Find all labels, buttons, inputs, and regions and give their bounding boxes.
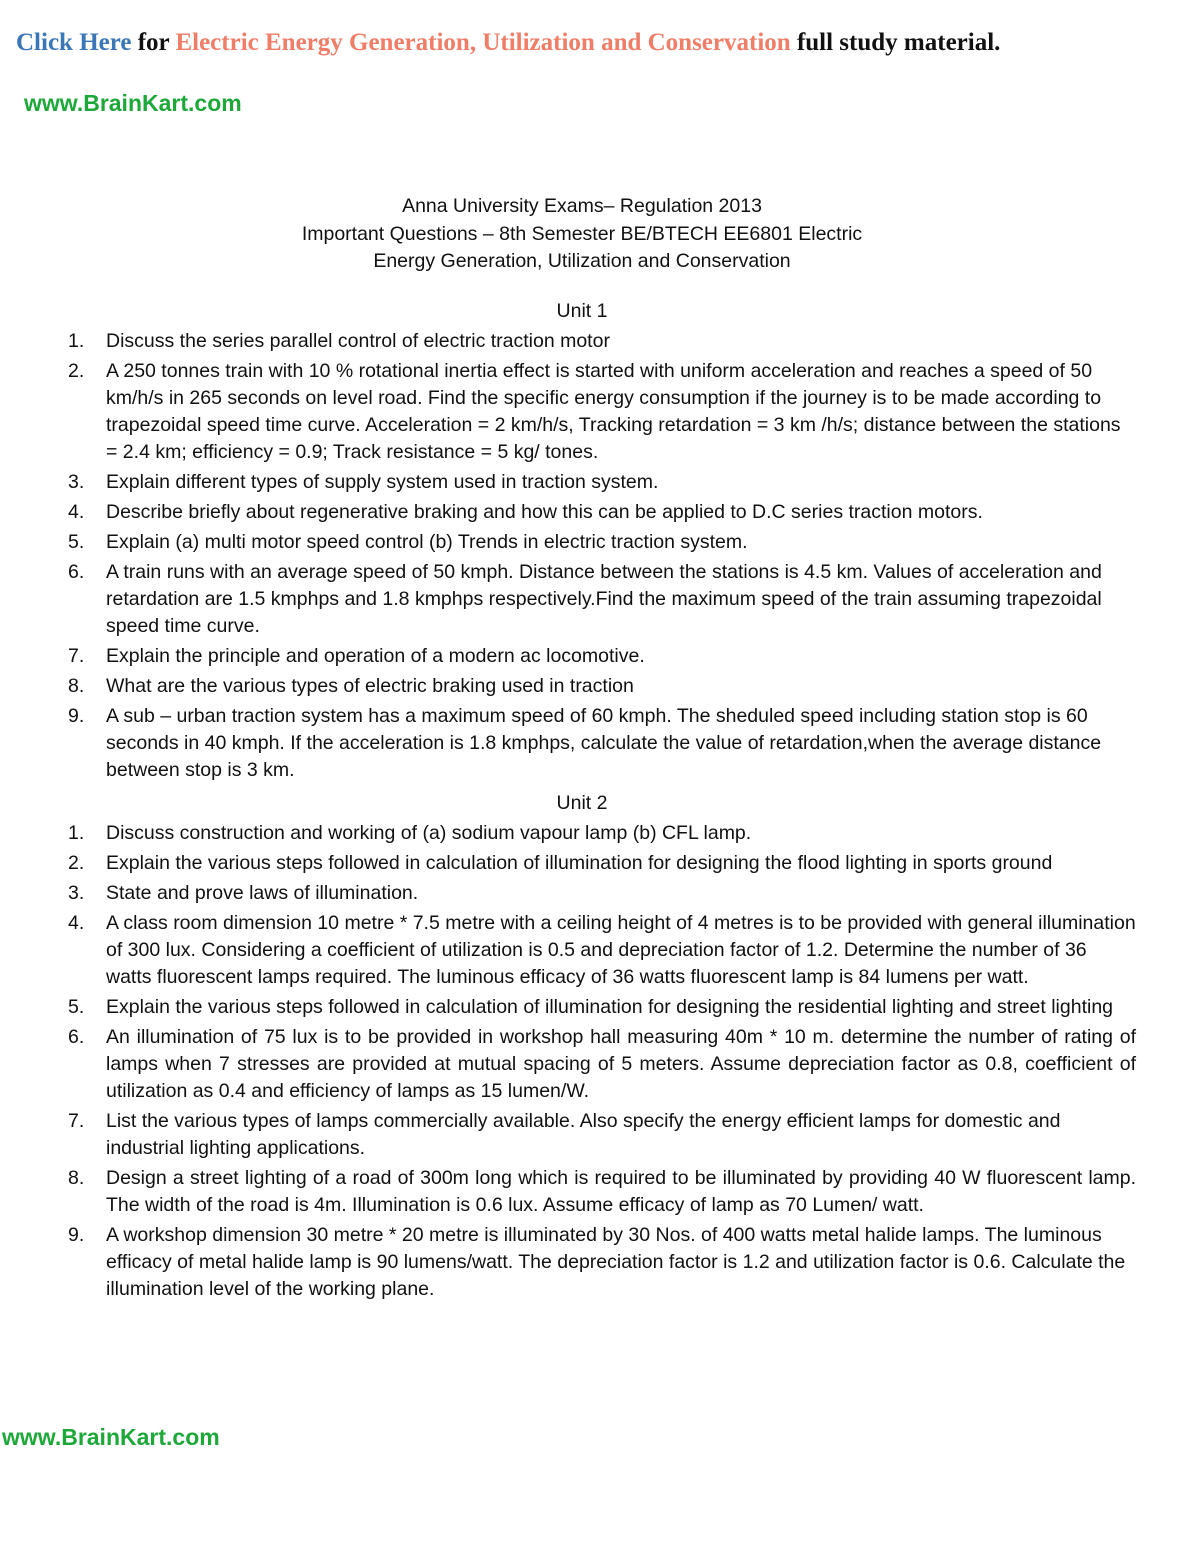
question-item <box>66 328 1136 355</box>
site-link-top[interactable]: www.BrainKart.com <box>24 90 242 116</box>
question-text: A sub – urban traction system has a maximum speed of 60 kmph. The sheduled speed including station stop is 60 seconds in 40 kmph. If the acceleration is 1.8 kmphps, calculate the value of retardation,when the average distance between stop is 3 km. <box>106 705 1102 781</box>
banner-suffix-text: full study material. <box>790 29 1001 56</box>
subject-link[interactable]: Electric Energy Generation, Utilization and Conservation <box>175 29 791 56</box>
question-text: What are the various types of electric braking used in traction <box>106 675 634 697</box>
question-number: 7. <box>68 1110 85 1132</box>
question-number: 8. <box>68 675 85 697</box>
question-text: A class room dimension 10 metre * 7.5 metre with a ceiling height of 4 metres is to be provided with general illumination of 300 lux. Considering a coefficient of utilization is 0.5 and depreciation factor of 1.2. Determine the number of 36 watts fluorescent lamps required. The luminous efficacy of 36 watts fluorescent lamp is 84 lumens per watt. <box>106 912 1136 988</box>
question-item <box>66 850 1136 877</box>
question-item <box>66 994 1136 1021</box>
question-item <box>66 673 1136 700</box>
question-item <box>66 469 1136 496</box>
question-item <box>66 1222 1136 1303</box>
question-text: A workshop dimension 30 metre * 20 metre is illuminated by 30 Nos. of 400 watts metal halide lamps. The luminous efficacy of metal halide lamp is 90 lumens/watt. The depreciation factor is 1.2 and utilization factor is 0.6. Calculate the illumination level of the working plane. <box>106 1224 1126 1300</box>
question-number: 7. <box>68 645 85 667</box>
question-item <box>66 358 1136 466</box>
question-number: 3. <box>68 471 85 493</box>
question-number: 6. <box>68 561 85 583</box>
question-number: 1. <box>68 822 85 844</box>
header-line-2: Important Questions – 8th Semester BE/BTECH EE6801 Electric <box>301 223 863 245</box>
question-text: List the various types of lamps commercially available. Also specify the energy efficient lamps for domestic and industrial lighting applications. <box>106 1110 1061 1159</box>
question-item <box>66 703 1136 784</box>
question-item <box>66 910 1136 991</box>
question-number: 2. <box>68 852 85 874</box>
question-item <box>66 1165 1136 1219</box>
banner-for-text: for <box>131 29 176 56</box>
question-text: Explain the principle and operation of a modern ac locomotive. <box>106 645 645 667</box>
click-here-link[interactable]: Click Here <box>16 29 132 56</box>
unit1-title: Unit 1 <box>556 300 608 322</box>
question-item <box>66 499 1136 526</box>
header-line-1: Anna University Exams– Regulation 2013 <box>402 195 762 217</box>
question-item <box>66 643 1136 670</box>
question-number: 6. <box>68 1026 85 1048</box>
question-number: 1. <box>68 330 85 352</box>
question-number: 4. <box>68 912 85 934</box>
question-text: Design a street lighting of a road of 300m long which is required to be illuminated by providing 40 W fluorescent lamp. The width of the road is 4m. Illumination is 0.6 lux. Assume efficacy of lamp as 70 Lumen/ watt. <box>106 1167 1136 1216</box>
question-number: 5. <box>68 996 85 1018</box>
question-number: 2. <box>68 360 85 382</box>
question-number: 9. <box>68 1224 85 1246</box>
question-text: Discuss the series parallel control of electric traction motor <box>106 330 610 352</box>
site-link-bottom[interactable]: www.BrainKart.com <box>2 1424 220 1450</box>
document-header <box>0 192 1164 275</box>
question-number: 9. <box>68 705 85 727</box>
question-number: 4. <box>68 501 85 523</box>
unit1-question-list <box>66 328 1136 787</box>
question-text: Discuss construction and working of (a) sodium vapour lamp (b) CFL lamp. <box>106 822 752 844</box>
question-text: Explain the various steps followed in calculation of illumination for designing the residential lighting and street lighting <box>106 996 1114 1018</box>
question-text: A 250 tonnes train with 10 % rotational inertia effect is started with uniform acceleration and reaches a speed of 50 km/h/s in 265 seconds on level road. Find the specific energy consumption if the journey is to be made according to trapezoidal speed time curve. Acceleration = 2 km/h/s, Tracking retardation = 3 km /h/s; distance between the stations = 2.4 km; efficiency = 0.9; Track resistance = 5 kg/ tones. <box>106 360 1121 463</box>
question-item <box>66 880 1136 907</box>
question-text: Explain (a) multi motor speed control (b) Trends in electric traction system. <box>106 531 748 553</box>
unit2-question-list <box>66 820 1136 1306</box>
question-text: Describe briefly about regenerative braking and how this can be applied to D.C series traction motors. <box>106 501 983 523</box>
question-text: Explain different types of supply system used in traction system. <box>106 471 659 493</box>
question-item <box>66 559 1136 640</box>
question-number: 5. <box>68 531 85 553</box>
question-text: Explain the various steps followed in calculation of illumination for designing the flood lighting in sports ground <box>106 852 1053 874</box>
question-item <box>66 529 1136 556</box>
question-item <box>66 1108 1136 1162</box>
question-text: An illumination of 75 lux is to be provided in workshop hall measuring 40m * 10 m. determine the number of rating of lamps when 7 stresses are provided at mutual spacing of 5 meters. Assume depreciation factor as 0.8, coefficient of utilization as 0.4 and efficiency of lamps as 15 lumen/W. <box>106 1026 1136 1102</box>
question-item <box>66 1024 1136 1105</box>
question-number: 8. <box>68 1167 85 1189</box>
question-item <box>66 820 1136 847</box>
top-banner <box>16 26 1000 60</box>
question-number: 3. <box>68 882 85 904</box>
question-text: State and prove laws of illumination. <box>106 882 419 904</box>
question-text: A train runs with an average speed of 50 kmph. Distance between the stations is 4.5 km. Values of acceleration and retardation are 1.5 kmphps and 1.8 kmphps respectively.Find the maximum speed of the train assuming trapezoidal speed time curve. <box>106 561 1102 637</box>
unit2-title: Unit 2 <box>556 792 608 814</box>
header-line-3: Energy Generation, Utilization and Conservation <box>373 250 791 272</box>
